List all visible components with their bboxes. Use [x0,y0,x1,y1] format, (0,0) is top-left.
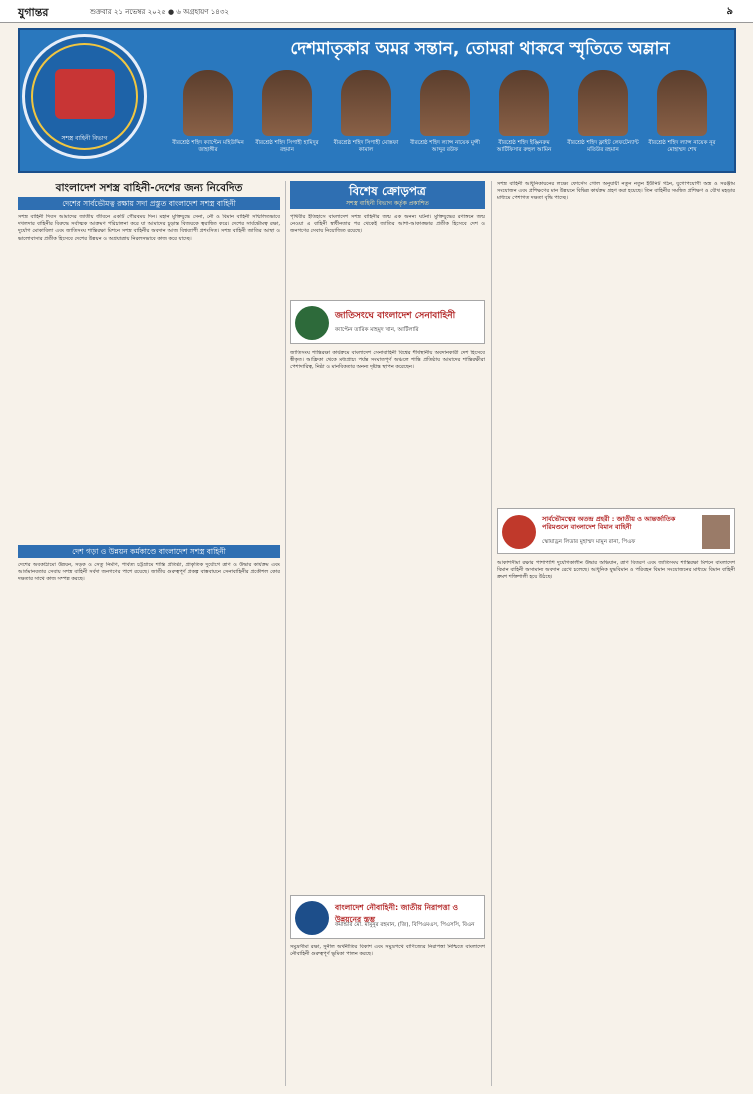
article-body: সশস্ত্র বাহিনী দিবস আমাদের জাতীয় জীবনে একটি গৌরবময় দিন। মহান মুক্তিযুদ্ধে সেনা, নৌ ও বিমান বাহিনী সম্মিলিতভাবে দখলদার বাহিনীর বিরুদ্ধে সর্বাত্মক আক্রমণ পরিচালনা করে যা আমাদের চূড়ান্ত বিজয়কে ত্বরান্বিত করে। দেশের সার্বভৌমত্ব রক্ষা, দুর্যোগ মোকাবিলা এবং জাতিসংঘ শান্তিরক্ষা মিশনে সশস্ত্র বাহিনীর অবদান আজ বিশ্বব্যাপী প্রশংসিত। সশস্ত্র বাহিনী জাতির আস্থা ও ভালোবাসার প্রতীক হিসেবে দেশের উন্নয়ন ও অগ্রযাত্রায় নিরলসভাবে কাজ করে যাচ্ছে। [18,214,280,242]
issue-date: শুক্রবার ২১ নভেম্বর ২০২৫ ● ৬ অগ্রহায়ণ ১৪৩২ [90,8,229,16]
article-title: জাতিসংঘে বাংলাদেশ সেনাবাহিনী [335,311,456,321]
hero-name: বীরশ্রেষ্ঠ শহিদ ক্যাপ্টেন মহিউদ্দিন জাহাঙ্গীর [172,140,244,153]
banner-headline: দেশমাতৃকার অমর সন্তান, তোমরা থাকবে স্মৃতিতে অম্লান [290,39,670,59]
armed-forces-logo [22,34,147,159]
navy-emblem-icon [295,901,329,935]
author-photo [702,515,730,549]
article-body: আকাশসীমা রক্ষার পাশাপাশি দুর্যোগকালীন উদ্ধার অভিযান, ত্রাণ বিতরণ এবং জাতিসংঘ শান্তিরক্ষা মিশনে বাংলাদেশ বিমান বাহিনী অসামান্য অবদান রেখে চলেছে। আধুনিক যুদ্ধবিমান ও পরিবহন বিমান সংযোজনের মাধ্যমে বিমান বাহিনী ক্রমশ শক্তিশালী হয়ে উঠছে। [497,560,735,581]
hero-name: বীরশ্রেষ্ঠ শহিদ ল্যান্স নায়েক নূর মোহাম্মদ শেখ [648,140,716,153]
column-divider [491,181,492,1086]
hero-portrait [493,70,555,155]
hero-name: বীরশ্রেষ্ঠ শহিদ সিপাহী হামিদুর রহমান [255,140,319,153]
airforce-emblem-icon [502,515,536,549]
hero-portrait [172,70,244,155]
article-title: সার্বভৌমত্বের অতন্দ্র প্রহরী : জাতীয় ও আন্তর্জাতিক পরিমণ্ডলে বাংলাদেশ বিমান বাহিনী [542,515,676,531]
logo-text: সশস্ত্র বাহিনী বিভাগ [61,135,108,142]
hero-portrait [648,70,716,155]
supplement-title: বিশেষ ক্রোড়পত্র [349,184,426,198]
hero-name: বীরশ্রেষ্ঠ শহিদ ল্যান্স নায়েক মুন্সী আব্দুর রউফ [410,140,480,153]
section-bar: দেশ গড়া ও উন্নয়ন কর্মকাণ্ডে বাংলাদেশ সশস্ত্র বাহিনী [18,545,280,558]
hero-name: বীরশ্রেষ্ঠ শহিদ ইঞ্জিনরুম আর্টিফিসার রুহুল আমিন [496,140,552,153]
article-author: কমান্ডার মো. মামুনুর রহমান, (জি), বিপিএমএস, পিএসসি, বিএন [335,922,475,928]
hero-portrait [410,70,480,155]
article-header [290,300,485,344]
hero-portrait [335,70,397,155]
hero-portrait [567,70,639,155]
article-body: সশস্ত্র বাহিনী আধুনিকায়নের লক্ষ্যে ফোর্সেস গোল অনুযায়ী নতুন নতুন ইউনিট গঠন, যুগোপযোগী অস্ত্র ও সরঞ্জাম সংযোজন এবং প্রশিক্ষণের মান উন্নয়নে বিভিন্ন কার্যক্রম গ্রহণ করা হয়েছে। তিন বাহিনীর সমন্বিত প্রশিক্ষণ ও যৌথ মহড়ার মাধ্যমে পেশাগত দক্ষতা বৃদ্ধি পাচ্ছে। [497,181,735,202]
hero-name: বীরশ্রেষ্ঠ শহিদ ফ্লাইট লেফটেন্যান্ট মতিউর রহমান [567,140,639,153]
left-headline: বাংলাদেশ সশস্ত্র বাহিনী-দেশের জন্য নিবেদিত [55,182,243,194]
article-header [497,508,735,554]
article-body: জাতিসংঘ শান্তিরক্ষা কার্যক্রমে বাংলাদেশ সেনাবাহিনী বিশ্বের শীর্ষস্থানীয় অবদানকারী দেশ হিসেবে স্বীকৃত। আফ্রিকা থেকে মধ্যপ্রাচ্য পর্যন্ত সংঘাতপূর্ণ অঞ্চলে শান্তি প্রতিষ্ঠায় আমাদের শান্তিরক্ষীরা পেশাদারিত্ব, নিষ্ঠা ও মানবিকতার অনন্য দৃষ্টান্ত স্থাপন করেছেন। [290,350,485,371]
page-header [0,0,753,23]
article-author: ক্যাপ্টেন তারিক মাহমুদ খান, আর্টিলারি [335,327,419,333]
article-body: দেশের অবকাঠামো উন্নয়ন, সড়ক ও সেতু নির্মাণ, পার্বত্য চট্টগ্রামে শান্তি প্রতিষ্ঠা, প্রাকৃতিক দুর্যোগে ত্রাণ ও উদ্ধার কার্যক্রম এবং আর্তমানবতার সেবায় সশস্ত্র বাহিনী সর্বদা জনগণের পাশে রয়েছে। জাতীয় গুরুত্বপূর্ণ প্রকল্প বাস্তবায়নে সেনাবাহিনীর প্রকৌশল কোর দক্ষতার সাথে কাজ সম্পন্ন করছে। [18,562,280,583]
page-number: ৯ [726,6,733,17]
article-header [290,895,485,939]
hero-portrait [256,70,318,155]
section-bar: দেশের সার্বভৌমত্ব রক্ষায় সদা প্রস্তুত বাংলাদেশ সশস্ত্র বাহিনী [18,197,280,210]
article-title: বাংলাদেশ নৌবাহিনী: জাতীয় নিরাপত্তা ও উন্নয়নের স্তম্ভ [335,903,459,924]
article-author: স্কোয়াড্রন লিডার মুহাম্মদ মামুন রানা, পিএফ [542,539,636,545]
article-body: পৃথিবীর ইতিহাসে বাংলাদেশ সশস্ত্র বাহিনীর জন্ম এক অনন্য ঘটনা। মুক্তিযুদ্ধের রণাঙ্গনে জন্ম নেওয়া এ বাহিনী স্বাধীনতার পর থেকেই জাতির আশা-আকাঙ্ক্ষার প্রতীক হিসেবে দেশ ও জনগণের সেবায় নিয়োজিত রয়েছে। [290,214,485,235]
column-divider [285,181,286,1086]
newspaper-brand: যুগান্তর [18,6,49,19]
hero-name: বীরশ্রেষ্ঠ শহিদ সিপাহী মোস্তফা কামাল [333,140,399,153]
supplement-title-box [290,181,485,209]
article-body: সমুদ্রসীমা রক্ষা, সুনীল অর্থনীতির বিকাশ এবং সমুদ্রপথে বাণিজ্যের নিরাপত্তা নিশ্চিতে বাংলাদেশ নৌবাহিনী গুরুত্বপূর্ণ ভূমিকা পালন করছে। [290,944,485,958]
army-emblem-icon [295,306,329,340]
supplement-subtitle: সশস্ত্র বাহিনী বিভাগ কর্তৃক প্রকাশিত [346,200,429,207]
